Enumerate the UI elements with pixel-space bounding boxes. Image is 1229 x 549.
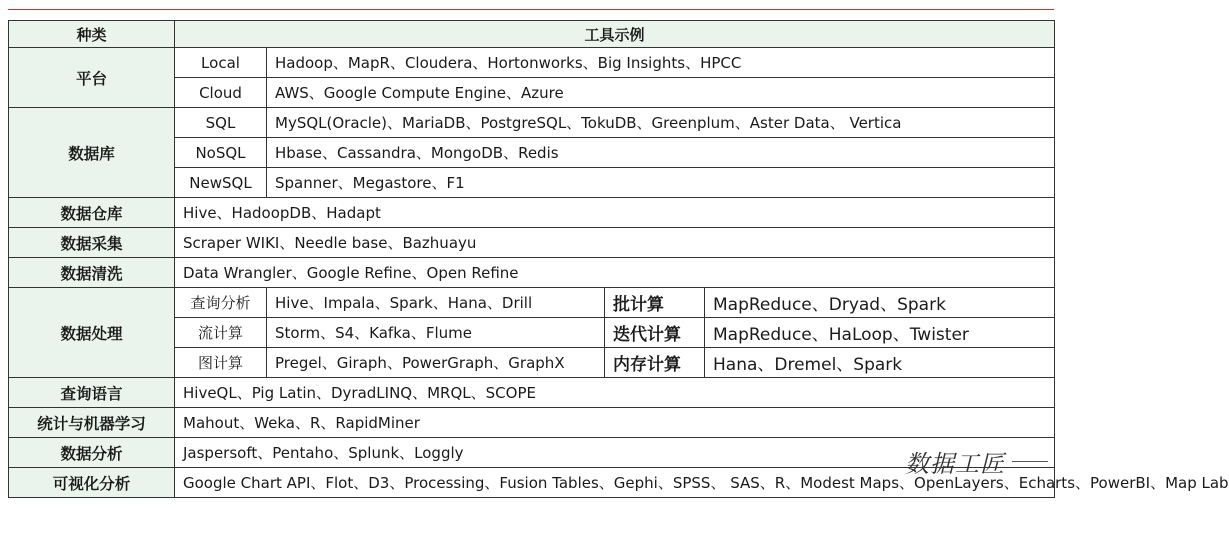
tools-cleaning: Data Wrangler、Google Refine、Open Refine bbox=[175, 258, 1055, 288]
subcategory-nosql: NoSQL bbox=[175, 138, 267, 168]
table-row bbox=[9, 108, 1055, 138]
category-database: 数据库 bbox=[9, 108, 175, 198]
tools-in-memory: Hana、Dremel、Spark bbox=[705, 348, 1055, 378]
subcategory-in-memory: 内存计算 bbox=[605, 348, 705, 378]
tools-graph: Pregel、Giraph、PowerGraph、GraphX bbox=[267, 348, 605, 378]
top-rule bbox=[8, 9, 1054, 10]
watermark-line bbox=[1012, 461, 1048, 462]
category-warehouse: 数据仓库 bbox=[9, 198, 175, 228]
tools-ml: Mahout、Weka、R、RapidMiner bbox=[175, 408, 1055, 438]
tools-analysis: Jaspersoft、Pentaho、Splunk、Loggly bbox=[175, 438, 1055, 468]
tools-newsql: Spanner、Megastore、F1 bbox=[267, 168, 1055, 198]
tools-nosql: Hbase、Cassandra、MongoDB、Redis bbox=[267, 138, 1055, 168]
category-platform: 平台 bbox=[9, 48, 175, 108]
header-row bbox=[9, 21, 1055, 48]
table-row bbox=[9, 258, 1055, 288]
tools-cloud: AWS、Google Compute Engine、Azure bbox=[267, 78, 1055, 108]
category-processing: 数据处理 bbox=[9, 288, 175, 378]
subcategory-local: Local bbox=[175, 48, 267, 78]
tools-iterative: MapReduce、HaLoop、Twister bbox=[705, 318, 1055, 348]
table-row bbox=[9, 378, 1055, 408]
subcategory-stream: 流计算 bbox=[175, 318, 267, 348]
category-ml: 统计与机器学习 bbox=[9, 408, 175, 438]
category-analysis: 数据分析 bbox=[9, 438, 175, 468]
header-examples: 工具示例 bbox=[175, 21, 1055, 48]
subcategory-iterative: 迭代计算 bbox=[605, 318, 705, 348]
header-category: 种类 bbox=[9, 21, 175, 48]
table-row bbox=[9, 198, 1055, 228]
tools-query-language: HiveQL、Pig Latin、DyradLINQ、MRQL、SCOPE bbox=[175, 378, 1055, 408]
subcategory-cloud: Cloud bbox=[175, 78, 267, 108]
tools-collection: Scraper WIKI、Needle base、Bazhuayu bbox=[175, 228, 1055, 258]
tools-local: Hadoop、MapR、Cloudera、Hortonworks、Big Insights、HPCC bbox=[267, 48, 1055, 78]
table-row bbox=[9, 438, 1055, 468]
tools-sql: MySQL(Oracle)、MariaDB、PostgreSQL、TokuDB、Greenplum、Aster Data、 Vertica bbox=[267, 108, 1055, 138]
table-row bbox=[9, 408, 1055, 438]
big-data-tools-table bbox=[8, 20, 1229, 498]
tools-batch: MapReduce、Dryad、Spark bbox=[705, 288, 1055, 318]
category-collection: 数据采集 bbox=[9, 228, 175, 258]
tools-warehouse: Hive、HadoopDB、Hadapt bbox=[175, 198, 1055, 228]
table-row bbox=[9, 468, 1055, 498]
table-row bbox=[9, 288, 1055, 318]
tools-stream: Storm、S4、Kafka、Flume bbox=[267, 318, 605, 348]
table-row bbox=[9, 48, 1055, 78]
subcategory-query-analysis: 查询分析 bbox=[175, 288, 267, 318]
category-query-language: 查询语言 bbox=[9, 378, 175, 408]
watermark-text: 数据工匠 bbox=[905, 450, 1005, 478]
tools-query-analysis: Hive、Impala、Spark、Hana、Drill bbox=[267, 288, 605, 318]
subcategory-sql: SQL bbox=[175, 108, 267, 138]
subcategory-newsql: NewSQL bbox=[175, 168, 267, 198]
category-cleaning: 数据清洗 bbox=[9, 258, 175, 288]
tools-visualization: Google Chart API、Flot、D3、Processing、Fusion Tables、Gephi、SPSS、 SAS、R、Modest Maps、OpenLayers、Echarts、PowerBI、Map Lab bbox=[175, 468, 1055, 498]
category-visualization: 可视化分析 bbox=[9, 468, 175, 498]
table-row bbox=[9, 228, 1055, 258]
subcategory-batch: 批计算 bbox=[605, 288, 705, 318]
subcategory-graph: 图计算 bbox=[175, 348, 267, 378]
